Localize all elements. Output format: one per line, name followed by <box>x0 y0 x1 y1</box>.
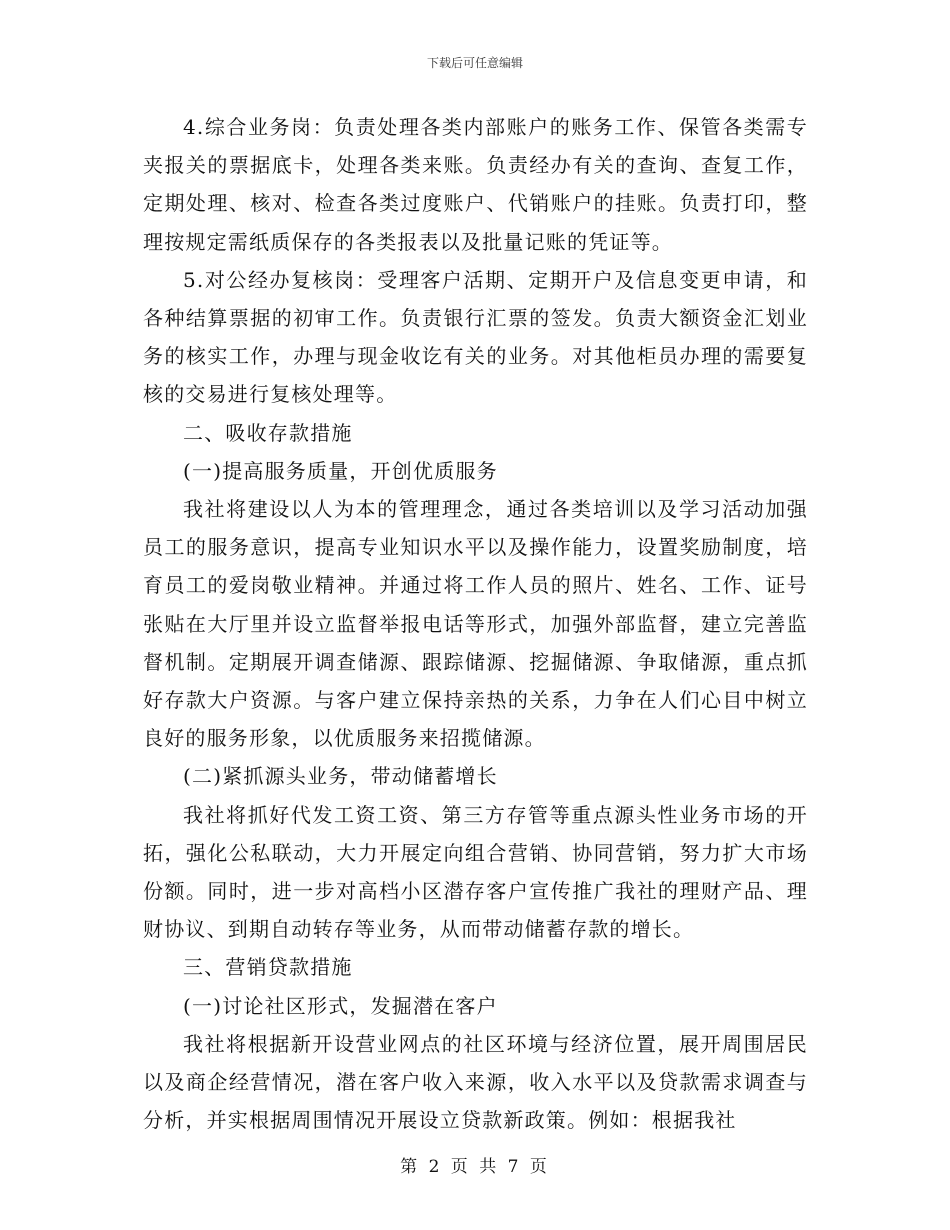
page-header: 下载后可任意编辑 <box>426 56 523 70</box>
subheading-improve-service: (一)提高服务质量，开创优质服务 <box>183 458 498 483</box>
section-heading-deposit-measures: 二、吸收存款措施 <box>183 420 353 445</box>
section-heading-loan-marketing: 三、营销贷款措施 <box>183 955 353 980</box>
page-number-footer: 第 2 页 共 7 页 <box>400 1157 550 1177</box>
subheading-community-research: (一)讨论社区形式，发掘潜在客户 <box>183 993 498 1018</box>
paragraph-service-details: 我社将建设以人为本的管理理念，通过各类培训以及学习活动加强员工的服务意识，提高专业知识水平以及操作能力，设置奖励制度，培育员工的爱岗敬业精神。并通过将工作人员的照片、姓名、工作、证号张贴在大厅里并设立监督举报电话等形式，加强外部监督，建立完善监督机制。定期展开调查储源、跟踪储源、挖掘储源、争取储源，重点抓好存款大户资源。与客户建立保持亲热的关系，力争在人们心目中树立良好的服务形象，以优质服务来招揽储源。 <box>143 497 808 751</box>
paragraph-community-research-details: 我社将根据新开设营业网点的社区环境与经济位置，展开周围居民以及商企经营情况，潜在客户收入来源，收入水平以及贷款需求调查与分析，并实根据周围情况开展设立贷款新政策。例如：根据我社 <box>143 1031 808 1133</box>
paragraph-corporate-review-post: 5.对公经办复核岗：受理客户活期、定期开户及信息变更申请，和各种结算票据的初审工作。负责银行汇票的签发。负责大额资金汇划业务的核实工作，办理与现金收讫有关的业务。对其他柜员办理的需要复核的交易进行复核处理等。 <box>143 267 808 407</box>
subheading-source-business: (二)紧抓源头业务，带动储蓄增长 <box>183 764 498 789</box>
document-body <box>143 108 808 1139</box>
paragraph-integrated-business-post: 4.综合业务岗：负责处理各类内部账户的账务工作、保管各类需专夹报关的票据底卡，处理各类来账。负责经办有关的查询、查复工作，定期处理、核对、检查各类过度账户、代销账户的挂账。负责打印，整理按规定需纸质保存的各类报表以及批量记账的凭证等。 <box>143 115 808 254</box>
paragraph-source-business-details: 我社将抓好代发工资工资、第三方存管等重点源头性业务市场的开拓，强化公私联动，大力开展定向组合营销、协同营销，努力扩大市场份额。同时，进一步对高档小区潜存客户宣传推广我社的理财产品、理财协议、到期自动转存等业务，从而带动储蓄存款的增长。 <box>143 802 808 942</box>
